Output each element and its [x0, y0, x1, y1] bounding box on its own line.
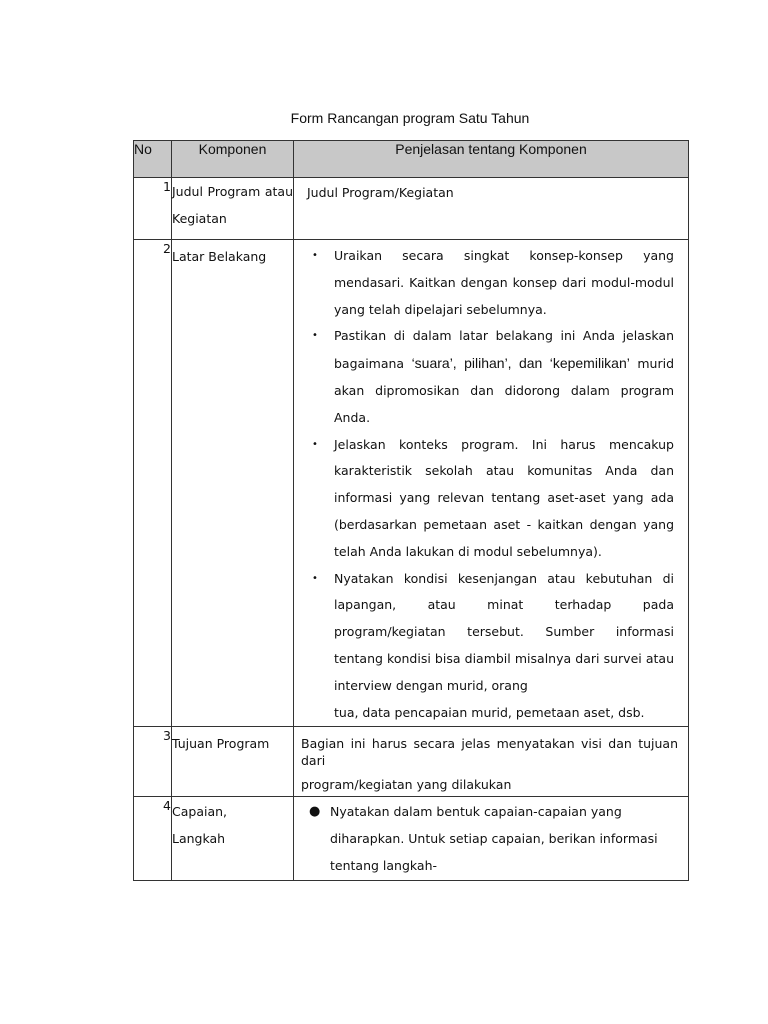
header-no: No	[134, 141, 172, 178]
bullet-list	[294, 797, 688, 879]
bullet-icon: •	[312, 330, 318, 342]
komponen-cell	[172, 797, 294, 880]
list-item	[312, 566, 674, 727]
header-komponen: Komponen	[172, 141, 294, 178]
table-row	[134, 797, 689, 880]
penjelasan-line-2: program/kegiatan yang dilakukan	[301, 777, 512, 793]
header-penjelasan: Penjelasan tentang Komponen	[294, 141, 689, 178]
komponen-line-1: Capaian,	[172, 804, 228, 820]
bullet-text: Pastikan di dalam latar belakang ini Anda jelaskan bagaimana	[334, 328, 674, 372]
bullet-text: Uraikan secara singkat konsep-konsep yang mendasari. Kaitkan dengan konsep dari modul-modul yang telah dipelajari sebelumnya.	[334, 248, 674, 317]
penjelasan-cell	[294, 240, 689, 727]
emphasis-text: ‘suara’, pilihan’, dan ‘kepemilikan’	[411, 355, 630, 372]
komponen-line-2: Langkah	[172, 831, 226, 847]
bullet-text: murid akan dipromosikan dan didorong dalam program Anda.	[334, 356, 675, 425]
komponen-cell: Tujuan Program	[172, 727, 294, 797]
komponen-cell: Judul Program atau Kegiatan	[172, 178, 294, 240]
penjelasan-text: Judul Program/Kegiatan	[307, 185, 454, 200]
penjelasan-cell	[294, 727, 689, 797]
penjelasan-cell	[294, 178, 689, 240]
component-table	[133, 140, 689, 881]
page-title: Form Rancangan program Satu Tahun	[290, 110, 530, 126]
list-item	[312, 243, 674, 323]
list-item	[309, 799, 674, 879]
list-item	[312, 432, 674, 566]
bullet-text: Nyatakan kondisi kesenjangan atau kebutuhan di lapangan, atau minat terhadap pada program/kegiatan tersebut. Sumber informasi tentang kondisi bisa diambil misalnya dari survei atau interview dengan murid, orang	[334, 570, 674, 693]
bullet-icon: •	[312, 572, 318, 584]
bullet-icon: •	[312, 250, 318, 261]
bullet-icon: •	[312, 438, 318, 450]
bullet-list	[294, 240, 688, 726]
bullet-icon: ●	[309, 804, 321, 820]
row-number: 4	[134, 797, 172, 880]
table-row	[134, 240, 689, 727]
row-number: 2	[134, 240, 172, 727]
bullet-text: Nyatakan dalam bentuk capaian-capaian yang diharapkan. Untuk setiap capaian, berikan informasi tentang langkah-	[330, 804, 658, 873]
bullet-text-continued: tua, data pencapaian murid, pemetaan aset, dsb.	[334, 704, 645, 720]
list-item	[312, 323, 675, 431]
penjelasan-text	[294, 727, 688, 793]
komponen-cell: Latar Belakang	[172, 240, 294, 727]
row-number: 3	[134, 727, 172, 797]
table-row	[134, 727, 689, 797]
penjelasan-cell	[294, 797, 689, 880]
row-number: 1	[134, 178, 172, 240]
bullet-text: Jelaskan konteks program. Ini harus mencakup karakteristik sekolah atau komunitas Anda dan informasi yang relevan tentang aset-aset yang ada (berdasarkan pemetaan aset - kaitkan dengan yang telah Anda lakukan di modul sebelumnya).	[334, 436, 674, 559]
table-header-row	[134, 141, 689, 178]
penjelasan-line-1: Bagian ini harus secara jelas menyatakan visi dan tujuan dari	[301, 736, 678, 769]
table-row	[134, 178, 689, 240]
